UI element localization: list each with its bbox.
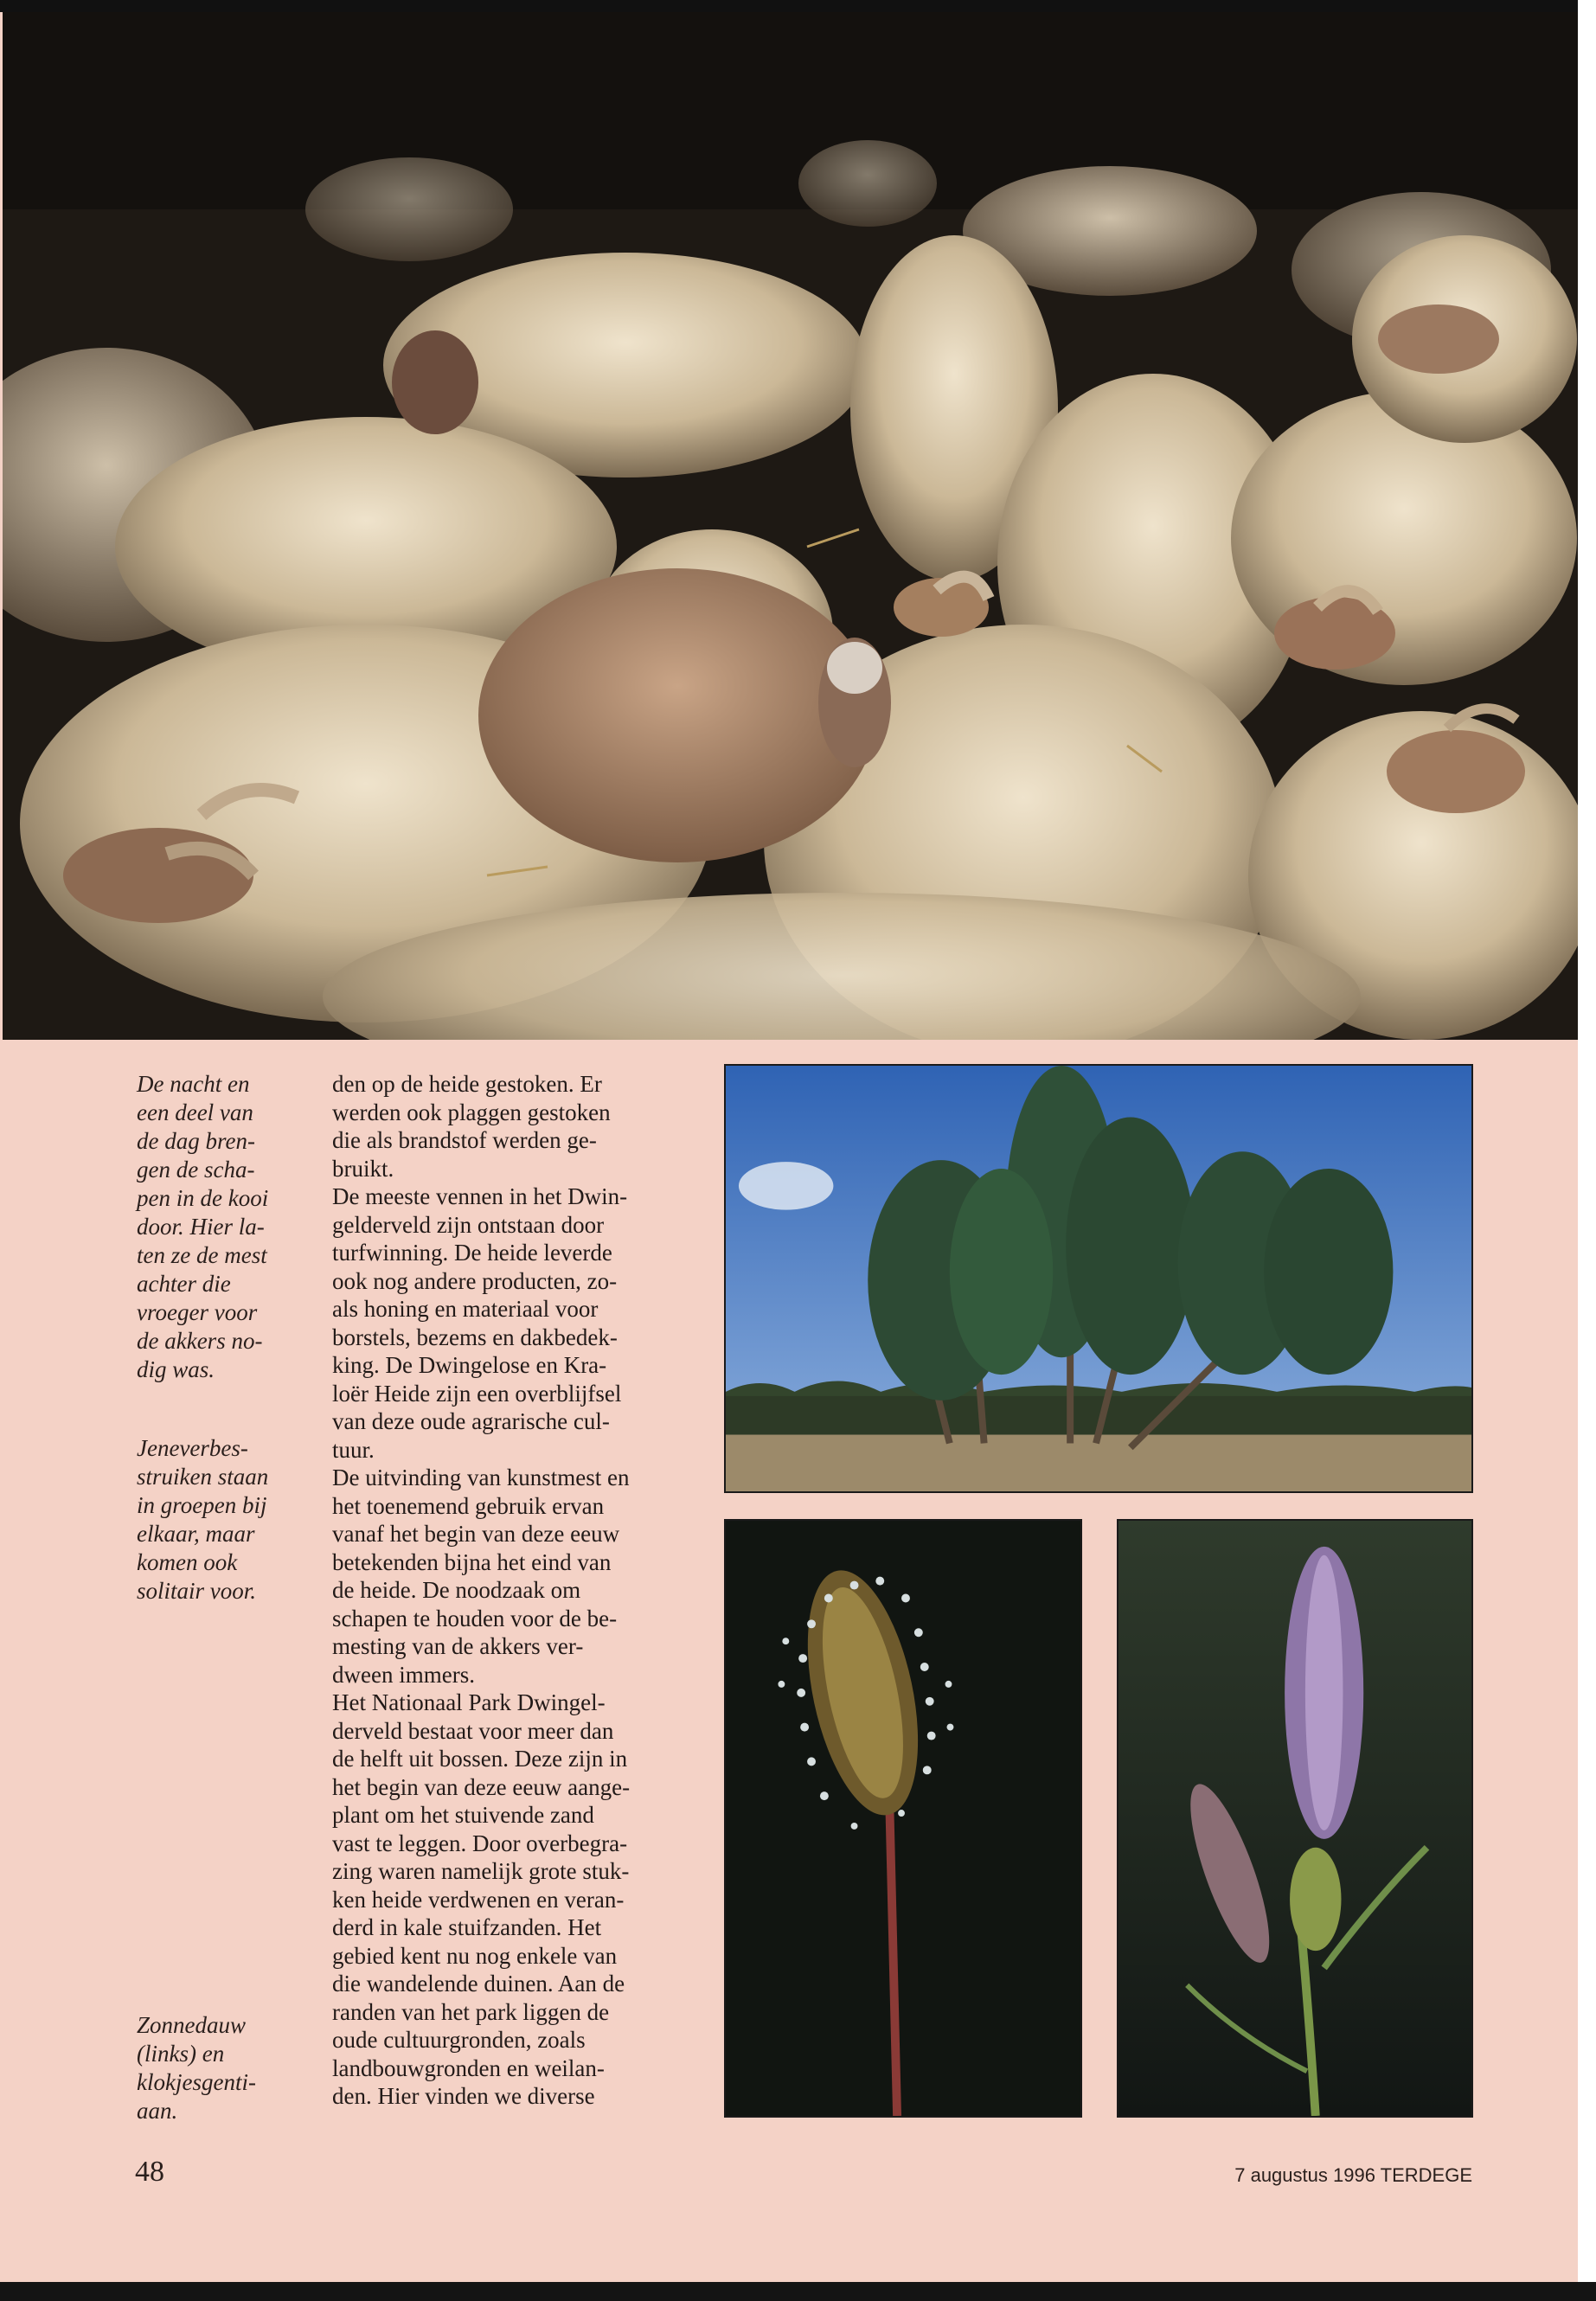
gentian-photo	[1117, 1519, 1473, 2118]
scan-edge-bottom	[0, 2282, 1596, 2301]
flowers-caption: Zonnedauw (links) en klokjesgenti- aan.	[137, 2012, 256, 2124]
juniper-shrubs-photo	[724, 1064, 1473, 1493]
sheep-flock-photo	[3, 10, 1578, 1040]
scan-edge-top	[0, 0, 1578, 12]
page-number: 48	[135, 2156, 164, 2188]
sundew-photo	[724, 1519, 1082, 2118]
article-body-text: den op de heide gestoken. Er werden ook plaggen gestoken die als brandstof werden ge- bruikt. De meeste vennen in het Dwin- gelderveld zijn ontstaan door turfwinning. De heide leverde ook nog andere producten, zo- als honing en materiaal voor borstels, bezems en dakbedek- king. De Dwingelose en Kra- loër Heide zijn een overblijfsel van deze oude agrarische cul- tuur. De uitvinding van kunstmest en het toenemend gebruik ervan vanaf het begin van deze eeuw betekenden bijna het eind van de heide. De noodzaak om schapen te houden voor de be- mesting van de akkers ver- dween immers. Het Nationaal Park Dwingel- derveld bestaat voor meer dan de helft uit bossen. Deze zijn in het begin van deze eeuw aange- plant om het stuivende zand vast te leggen. Door overbegra- zing waren namelijk grote stuk- ken heide verdwenen en veran- derd in kale stuifzanden. Het gebied kent nu nog enkele van die wandelende duinen. Aan de randen van het park liggen de oude cultuurgronden, zoals landbouwgronden en weilan- den. Hier vinden we diverse	[332, 1071, 631, 2109]
juniper-caption: Jeneverbes- struiken staan in groepen bij elkaar, maar komen ook solitair voor.	[137, 1435, 269, 1604]
sheep-caption: De nacht en een deel van de dag bren- gen de scha- pen in de kooi door. Hier la- ten ze de mest achter die vroeger voor de akkers no- dig was.	[137, 1071, 269, 1382]
issue-footer: 7 augustus 1996 TERDEGE	[1234, 2164, 1472, 2186]
scan-edge-right	[1578, 0, 1596, 2301]
